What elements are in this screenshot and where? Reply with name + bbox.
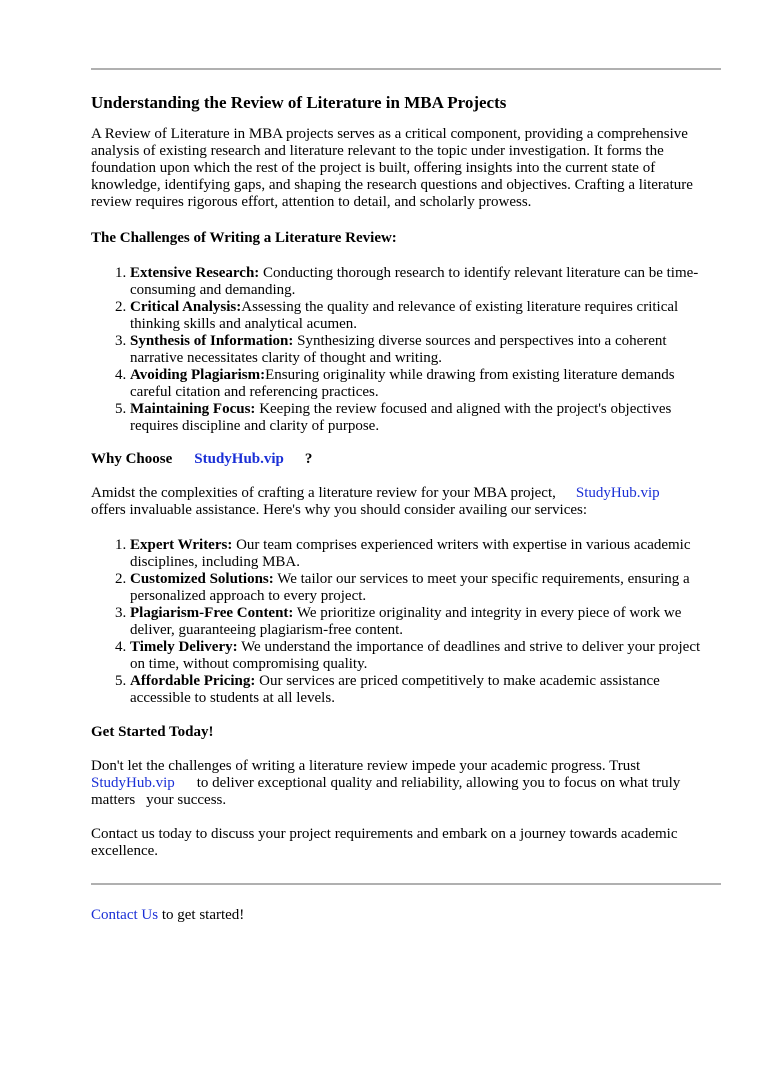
list-item xyxy=(130,333,718,367)
studyhub-link-inline[interactable]: StudyHub.vip xyxy=(575,485,660,501)
studyhub-link-trust[interactable]: StudyHub.vip xyxy=(91,775,175,791)
footer-text: to get started! xyxy=(158,907,245,923)
list-item xyxy=(130,265,718,299)
item-lead: Maintaining Focus: xyxy=(130,401,256,417)
item-text: Conducting thorough research to identify relevant literature can be time-consuming and demanding. xyxy=(130,265,699,298)
list-item xyxy=(130,571,718,605)
item-lead: Affordable Pricing: xyxy=(130,673,256,689)
why-choose-prefix: Why Choose xyxy=(91,451,173,467)
list-item xyxy=(130,401,718,435)
list-item xyxy=(130,367,718,401)
page-title: Understanding the Review of Literature in MBA Projects xyxy=(91,93,507,112)
get-started-text-end: your success. xyxy=(146,792,227,808)
item-text: Keeping the review focused and aligned with the project's objectives requires discipline and clarity of purpose. xyxy=(130,401,672,434)
item-lead: Critical Analysis: xyxy=(130,299,242,315)
item-text: Synthesizing diverse sources and perspectives into a coherent narrative necessitates clarity of thought and writing. xyxy=(130,333,667,366)
challenges-heading: The Challenges of Writing a Literature Review: xyxy=(91,230,397,246)
get-started-heading: Get Started Today! xyxy=(91,724,214,740)
challenges-list xyxy=(91,265,718,435)
item-lead: Timely Delivery: xyxy=(130,639,238,655)
get-started-paragraph xyxy=(91,758,716,809)
list-item xyxy=(130,537,718,571)
item-text: Assessing the quality and relevance of existing literature requires critical thinking skills and analytical acumen. xyxy=(130,299,679,332)
footer-line xyxy=(91,907,721,924)
item-text: We tailor our services to meet your specific requirements, ensuring a personalized approach to every project. xyxy=(130,571,690,604)
item-text: Our team comprises experienced writers with expertise in various academic disciplines, including MBA. xyxy=(130,537,691,570)
document-page xyxy=(0,68,768,924)
contact-us-link[interactable]: Contact Us xyxy=(91,907,159,923)
list-item xyxy=(130,639,718,673)
get-started-text: Don't let the challenges of writing a literature review impede your academic progress. Trust xyxy=(91,758,641,774)
list-item xyxy=(130,673,718,707)
item-lead: Avoiding Plagiarism: xyxy=(130,367,266,383)
list-item xyxy=(130,299,718,333)
item-lead: Extensive Research: xyxy=(130,265,260,281)
item-lead: Plagiarism-Free Content: xyxy=(130,605,294,621)
amidst-text-end: offers invaluable assistance. Here's why you should consider availing our services: xyxy=(91,502,588,518)
benefits-list xyxy=(91,537,718,707)
contact-today-paragraph: Contact us today to discuss your project requirements and embark on a journey towards academic excellence. xyxy=(91,826,678,859)
list-item xyxy=(130,605,718,639)
why-choose-suffix: ? xyxy=(304,451,313,467)
why-choose-heading xyxy=(91,451,721,468)
item-text: Ensuring originality while drawing from existing literature demands careful citation and referencing practices. xyxy=(130,367,675,400)
item-text: We prioritize originality and integrity in every piece of work we deliver, guaranteeing plagiarism-free content. xyxy=(130,605,682,638)
get-started-text-after: to deliver exceptional quality and reliability, allowing you to focus on what truly matters xyxy=(91,775,681,808)
amidst-paragraph xyxy=(91,485,711,519)
item-text: We understand the importance of deadlines and strive to deliver your project on time, without compromising quality. xyxy=(130,639,701,672)
bottom-divider xyxy=(91,883,721,885)
top-divider xyxy=(91,68,721,70)
amidst-text: Amidst the complexities of crafting a literature review for your MBA project, xyxy=(91,485,556,501)
studyhub-link-heading[interactable]: StudyHub.vip xyxy=(194,451,284,467)
intro-paragraph: A Review of Literature in MBA projects serves as a critical component, providing a comprehensive analysis of existing research and literature relevant to the topic under investigation. It forms the foundation upon which the rest of the project is built, offering insights into the current state of knowledge, identifying gaps, and shaping the research questions and objectives. Crafting a literature review requires rigorous effort, attention to detail, and scholarly prowess. xyxy=(91,126,693,210)
item-lead: Customized Solutions: xyxy=(130,571,274,587)
item-lead: Synthesis of Information: xyxy=(130,333,294,349)
item-lead: Expert Writers: xyxy=(130,537,233,553)
item-text: Our services are priced competitively to make academic assistance accessible to students at all levels. xyxy=(130,673,660,706)
